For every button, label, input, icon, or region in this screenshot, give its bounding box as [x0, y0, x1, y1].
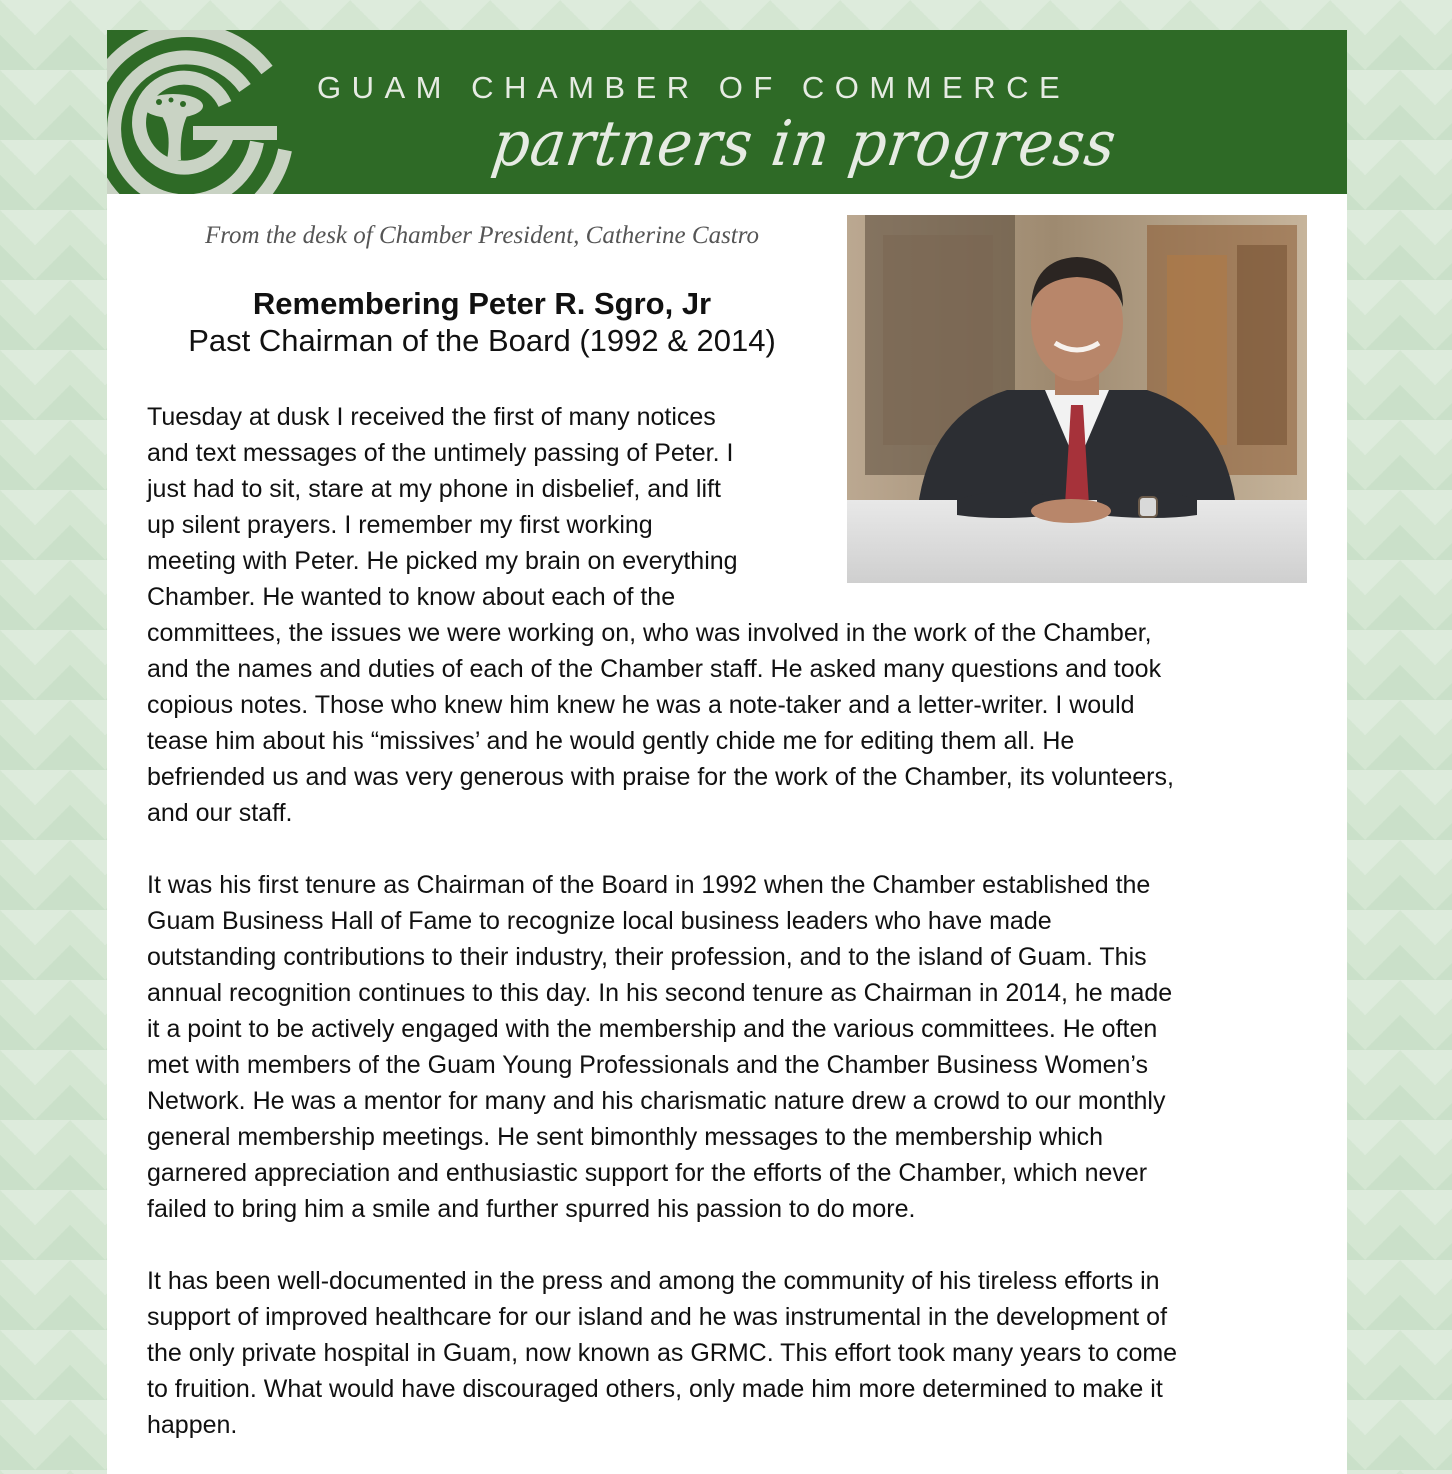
body-line: tease him about his “missives’ and he would gently chide me for editing them all. He — [147, 727, 1075, 755]
body-line: It was his first tenure as Chairman of the Board in 1992 when the Chamber established the — [147, 871, 1151, 899]
body-line: annual recognition continues to this day. In his second tenure as Chairman in 2014, he made — [147, 979, 1173, 1007]
body-line: Tuesday at dusk I received the first of many notices — [147, 403, 716, 431]
body-line: the only private hospital in Guam, now known as GRMC. This effort took many years to come — [147, 1339, 1178, 1367]
body-line: general membership meetings. He sent bimonthly messages to the membership which — [147, 1123, 1104, 1151]
body-line: up silent prayers. I remember my first working — [147, 511, 653, 539]
email-card — [107, 30, 1347, 1474]
body-line: and our staff. — [147, 799, 293, 827]
body-line: just had to sit, stare at my phone in disbelief, and lift — [147, 475, 721, 503]
tagline: partners in progress — [487, 106, 1122, 180]
body-line: it a point to be actively engaged with the membership and the various committees. He often — [147, 1015, 1158, 1043]
body-line: copious notes. Those who knew him knew he was a note-taker and a letter-writer. I would — [147, 691, 1135, 719]
article-kicker: From the desk of Chamber President, Catherine Castro — [204, 222, 760, 249]
header-banner — [107, 30, 1347, 194]
body-line: Guam Business Hall of Fame to recognize local business leaders who have made — [147, 907, 1052, 935]
body-line: committees, the issues we were working on, who was involved in the work of the Chamber, — [147, 619, 1152, 647]
body-line: support of improved healthcare for our island and he was instrumental in the development of — [147, 1303, 1168, 1331]
body-line: to fruition. What would have discouraged others, only made him more determined to make it — [147, 1375, 1163, 1403]
article-subtitle: Past Chairman of the Board (1992 & 2014) — [188, 323, 776, 358]
body-line: Chamber. He wanted to know about each of the — [147, 583, 676, 611]
body-line: It has been well-documented in the press and among the community of his tireless efforts in — [147, 1267, 1160, 1295]
body-line: outstanding contributions to their industry, their profession, and to the island of Guam. This — [147, 943, 1147, 971]
body-line: and text messages of the untimely passing of Peter. I — [147, 439, 734, 467]
body-line: befriended us and was very generous with praise for the work of the Chamber, its volunteers, — [147, 763, 1174, 791]
portrait-photo — [847, 215, 1307, 583]
body-line: and the names and duties of each of the Chamber staff. He asked many questions and took — [147, 655, 1162, 683]
body-line: Network. He was a mentor for many and his charismatic nature drew a crowd to our monthly — [147, 1087, 1166, 1115]
body-line: garnered appreciation and enthusiastic support for the efforts of the Chamber, which never — [147, 1159, 1148, 1187]
body-line: met with members of the Guam Young Professionals and the Chamber Business Women’s — [147, 1051, 1148, 1079]
article-title: Remembering Peter R. Sgro, Jr — [252, 286, 712, 321]
body-line: happen. — [147, 1411, 238, 1439]
guam-chamber-logo-icon — [107, 30, 297, 194]
body-line: meeting with Peter. He picked my brain on everything — [147, 547, 738, 575]
organization-name: GUAM CHAMBER OF COMMERCE — [317, 70, 1071, 105]
body-line: failed to bring him a smile and further spurred his passion to do more. — [147, 1195, 916, 1223]
